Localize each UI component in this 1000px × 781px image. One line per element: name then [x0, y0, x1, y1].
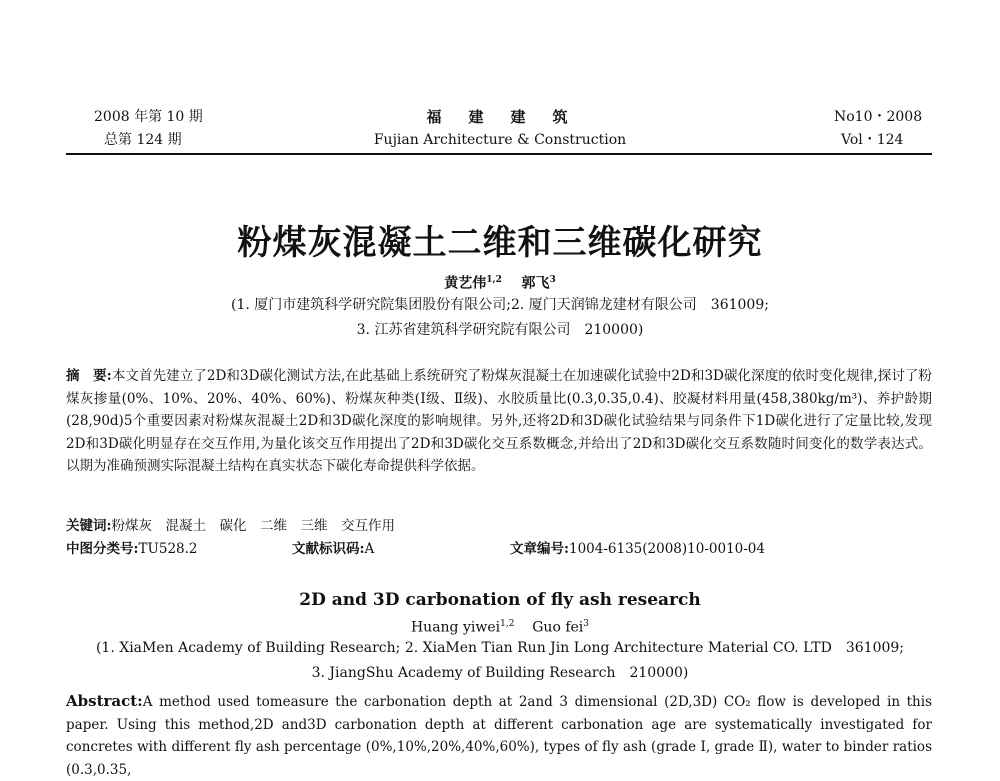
- author-name: Guo fei: [532, 619, 584, 636]
- authors-cn: [0, 271, 1000, 293]
- volume-number: Vol・124: [841, 132, 904, 148]
- author-affiliation-mark: 3: [549, 275, 556, 285]
- keywords-text: 粉煤灰 混凝土 碳化 二维 三维 交互作用: [111, 518, 395, 534]
- authors-en: [0, 615, 1000, 637]
- clc-label: 中图分类号:: [66, 541, 139, 557]
- clc-number: [66, 540, 198, 558]
- abstract-en-text: A method used tomeasure the carbonation depth at 2and 3 dimensional (2D,3D) CO₂ flow is developed in this paper. Using this method,2D and3D carbonation depth at different carbonation age are systematically investigated for concretes with different fly ash percentage (0%,10%,20%,40%,60%), types of fly ash (grade Ⅰ, grade Ⅱ), water to binder ratios (0.3,0.35,: [66, 694, 932, 778]
- author-name: 黄艺伟: [444, 275, 487, 292]
- document-code-value: A: [364, 541, 375, 557]
- affiliation-cn-line2: 3. 江苏省建筑科学研究院有限公司 210000): [356, 322, 644, 338]
- journal-name-cn: 福 建 建 筑: [426, 108, 574, 126]
- article-number: [510, 540, 765, 558]
- total-issue-line: 总第 124 期: [104, 132, 182, 148]
- issue-number: No10・2008: [834, 109, 923, 125]
- keywords-cn: [66, 517, 395, 535]
- journal-name-en: Fujian Architecture & Construction: [373, 132, 627, 148]
- author-name: 郭飞: [521, 275, 550, 292]
- article-number-value: 1004-6135(2008)10-0010-04: [568, 541, 765, 557]
- author-affiliation-mark: 3: [583, 619, 590, 629]
- author-name: Huang yiwei: [410, 619, 501, 636]
- paper-title-cn: 粉煤灰混凝土二维和三维碳化研究: [237, 223, 763, 263]
- article-number-label: 文章编号:: [510, 541, 569, 557]
- abstract-cn-text: 本文首先建立了2D和3D碳化测试方法,在此基础上系统研究了粉煤灰混凝土在加速碳化试验中2D和3D碳化深度的依时变化规律,探讨了粉煤灰掺量(0%、10%、20%、40%、60%)、粉煤灰种类(Ⅰ级、Ⅱ级)、水胶质量比(0.3,0.35,0.4)、胶凝材料用量(458,380kg/m³)、养护龄期(28,90d)5个重要因素对粉煤灰混凝土2D和3D碳化深度的影响规律。另外,还将2D和3D碳化试验结果与同条件下1D碳化进行了定量比较,发现2D和3D碳化明显存在交互作用,为量化该交互作用提出了2D和3D碳化交互系数概念,并给出了2D和3D碳化交互系数随时间变化的数学表达式。以期为准确预测实际混凝土结构在真实状态下碳化寿命提供科学依据。: [66, 368, 933, 474]
- document-code-label: 文献标识码:: [292, 541, 365, 557]
- keywords-label: 关键词:: [66, 518, 112, 534]
- affiliation-en-line2: 3. JiangShu Academy of Building Research 210000): [311, 665, 689, 681]
- abstract-cn: [66, 365, 932, 478]
- header-rule: [66, 153, 932, 155]
- abstract-cn-label: 摘 要:: [66, 368, 112, 384]
- paper-title-en: 2D and 3D carbonation of fly ash research: [299, 590, 701, 610]
- document-code: [292, 540, 374, 558]
- abstract-en: [66, 690, 932, 781]
- affiliation-cn-line1: (1. 厦门市建筑科学研究院集团股份有限公司;2. 厦门天润锦龙建材有限公司 361009;: [231, 297, 769, 313]
- author-affiliation-mark: 1,2: [500, 619, 515, 629]
- clc-value: TU528.2: [138, 541, 198, 557]
- abstract-en-label: Abstract:: [66, 692, 143, 710]
- author-affiliation-mark: 1,2: [486, 275, 502, 285]
- issue-line: 2008 年第 10 期: [94, 109, 203, 125]
- affiliation-en-line1: (1. XiaMen Academy of Building Research; 2. XiaMen Tian Run Jin Long Architecture Material CO. LTD 361009;: [95, 640, 905, 656]
